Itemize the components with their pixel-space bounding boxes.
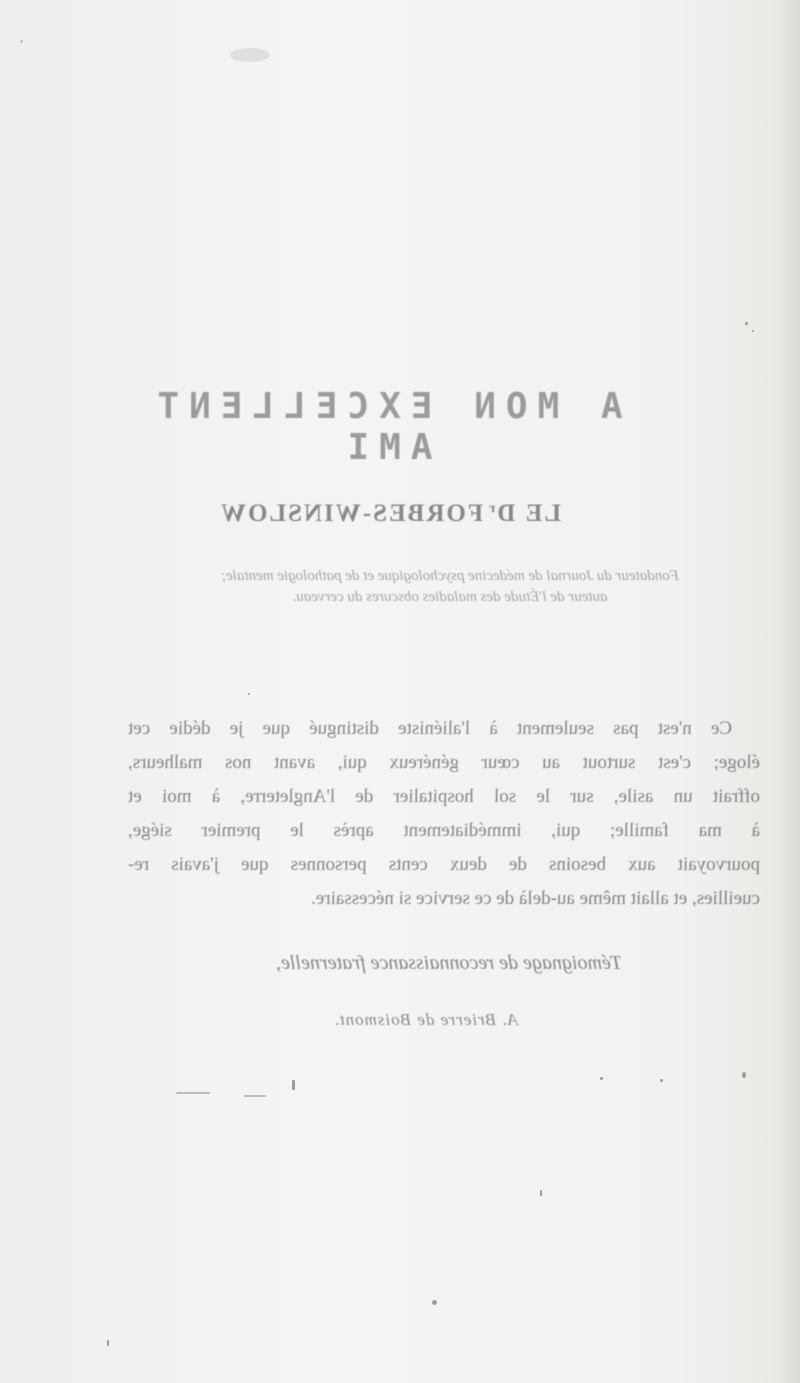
recipient-name: FORBES-WINSLOW xyxy=(218,500,484,527)
paragraph-line: pourvoyait aux besoins de deux cents personnes que j'avais re- xyxy=(128,854,760,875)
attribution-line-2: auteur de l'Étude des maladies obscures du cerveau. xyxy=(292,589,608,605)
dedication-recipient xyxy=(140,500,640,528)
attribution-line-1: Fondateur du Journal de médecine psychologique et de pathologie mentale; xyxy=(221,568,679,584)
dedication-paragraph xyxy=(128,712,760,916)
paragraph-line: offrait un asile, sur le sol hospitalier de l'Angleterre, à moi et xyxy=(128,786,760,807)
signature: A. Brierre de Boismont. xyxy=(333,1010,518,1029)
paragraph-line: à ma famille; qui, immédiatement après le premier siége, xyxy=(128,820,760,841)
dedication-heading: A MON EXCELLENT AMI xyxy=(147,386,623,468)
recipient-prefix: LE D xyxy=(495,500,562,527)
paragraph-line: éloge; c'est surtout au cœur généreux qui, avant nos malheurs, xyxy=(128,752,760,773)
paragraph-line: cueillies, et allait même au-delà de ce service si nécessaire. xyxy=(311,888,760,909)
recipient-attribution xyxy=(140,566,760,608)
recipient-sup: r xyxy=(487,500,496,516)
paragraph-line: Ce n'est pas seulement à l'aliéniste distingué que je dédie cet xyxy=(128,718,732,739)
closing-line: Témoignage de reconnaissance fraternelle, xyxy=(276,952,622,974)
